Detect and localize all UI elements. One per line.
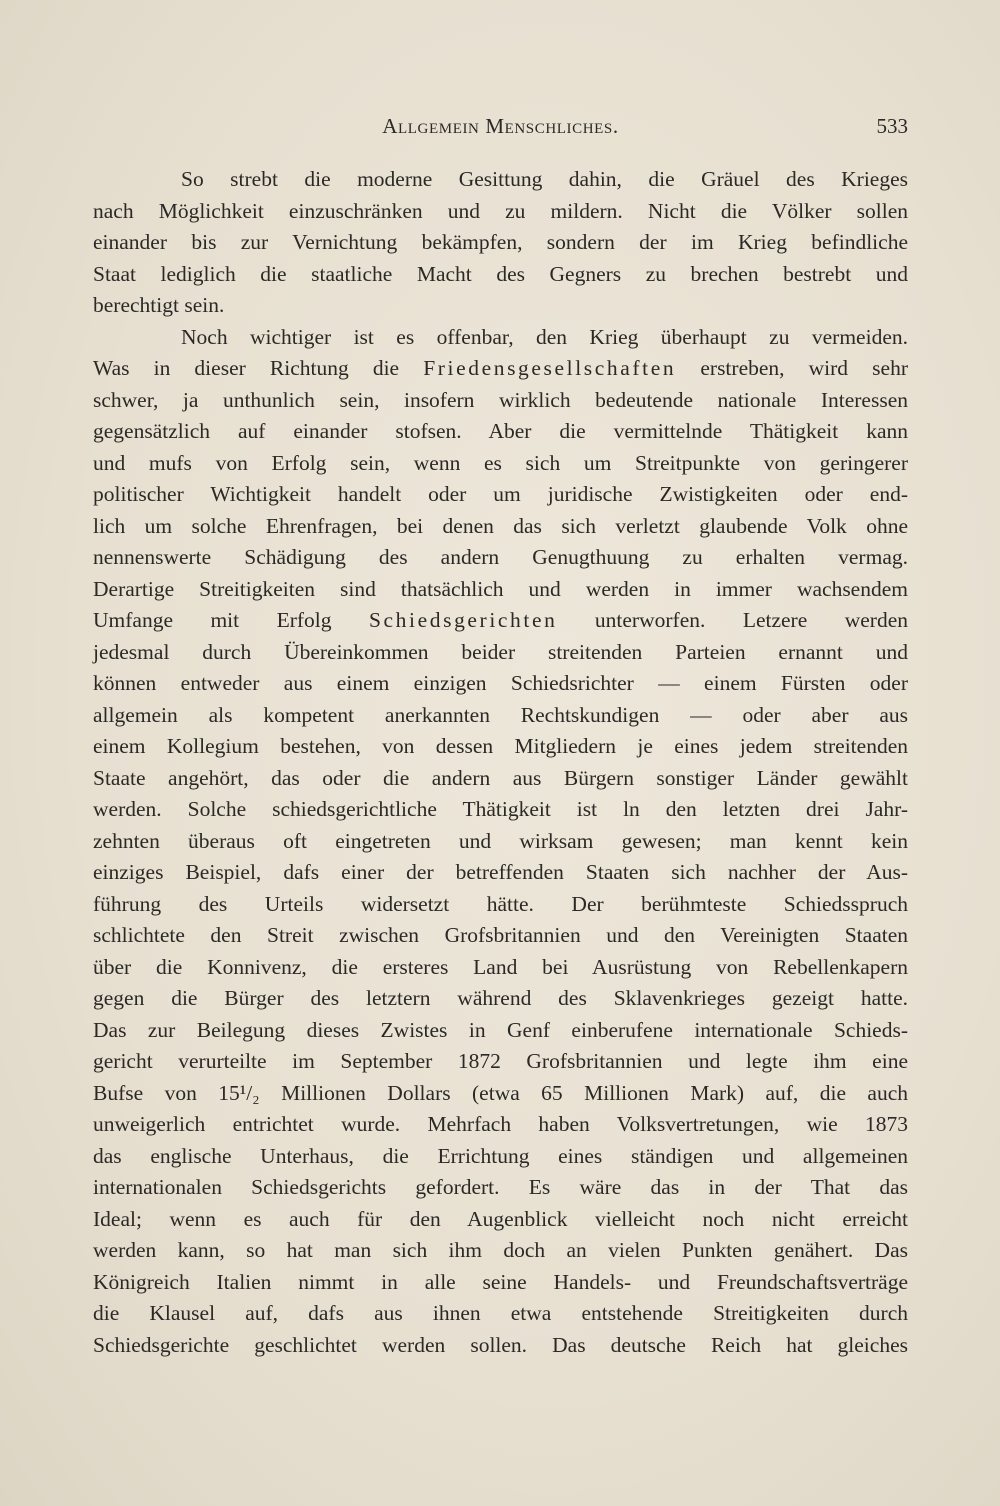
text-line: werden. Solche schiedsgerichtliche Thätigkeit ist ln den letzten drei Jahr- <box>93 797 908 821</box>
text-line: unweigerlich entrichtet wurde. Mehrfach haben Volksvertretungen, wie 1873 <box>93 1112 908 1136</box>
text-segment: Was in dieser Richtung die <box>93 356 424 380</box>
text-line: gegen die Bürger des letztern während des Sklavenkrieges gezeigt hatte. <box>93 986 908 1010</box>
text-line: Bufse von 15¹/₂ Millionen Dollars (etwa 65 Millionen Mark) auf, die auch <box>93 1080 908 1105</box>
text-line: schlichtete den Streit zwischen Grofsbritannien und den Vereinigten Staaten <box>93 923 908 947</box>
text-line: einem Kollegium bestehen, von dessen Mitgliedern je eines jedem streitenden <box>93 734 908 758</box>
text-segment: Umfange mit Erfolg <box>93 608 369 632</box>
text-line: einander bis zur Vernichtung bekämpfen, sondern der im Krieg befindliche <box>93 230 908 254</box>
text-line: werden kann, so hat man sich ihm doch an vielen Punkten genähert. Das <box>93 1238 908 1262</box>
text-line: führung des Urteils widersetzt hätte. Der berühmteste Schiedsspruch <box>93 891 908 916</box>
page-number: 533 <box>876 114 908 138</box>
text-line: Schiedsgerichte geschlichtet werden sollen. Das deutsche Reich hat gleiches <box>93 1332 908 1357</box>
text-line <box>93 605 908 637</box>
text-line: jedesmal durch Übereinkommen beider streitenden Parteien ernannt und <box>93 639 908 664</box>
text-line: gericht verurteilte im September 1872 Grofsbritannien und legte ihm eine <box>93 1049 908 1073</box>
text-line: Das zur Beilegung dieses Zwistes in Genf einberufene internationale Schieds- <box>93 1017 908 1042</box>
text-line: die Klausel auf, dafs aus ihnen etwa entstehende Streitigkeiten durch <box>93 1301 908 1325</box>
text-line: berechtigt sein. <box>93 293 225 317</box>
text-line: zehnten überaus oft eingetreten und wirksam gewesen; man kennt kein <box>93 828 908 853</box>
text-line: nach Möglichkeit einzuschränken und zu mildern. Nicht die Völker sollen <box>93 198 908 223</box>
text-line: Noch wichtiger ist es offenbar, den Krieg überhaupt zu vermeiden. <box>181 324 908 349</box>
body-text <box>93 164 908 1361</box>
text-line: das englische Unterhaus, die Errichtung eines ständigen und allgemeinen <box>93 1143 908 1168</box>
text-line: Königreich Italien nimmt in alle seine Handels- und Freundschaftsverträge <box>93 1269 908 1294</box>
text-line <box>93 353 908 385</box>
text-line: über die Konnivenz, die ersteres Land bei Ausrüstung von Rebellenkapern <box>93 954 908 979</box>
text-line: politischer Wichtigkeit handelt oder um juridische Zwistigkeiten oder end- <box>93 482 908 506</box>
text-line: lich um solche Ehrenfragen, bei denen das sich verletzt glaubende Volk ohne <box>93 513 908 538</box>
text-line: einziges Beispiel, dafs einer der betreffenden Staaten sich nachher der Aus- <box>93 860 908 884</box>
running-title: Allgemein Menschliches. <box>382 114 619 138</box>
text-line: Derartige Streitigkeiten sind thatsächlich und werden in immer wachsendem <box>93 576 908 601</box>
emphasized-term: Schiedsgerichten <box>368 608 558 632</box>
text-segment: unterworfen. Letzere werden <box>557 608 908 632</box>
text-line: So strebt die moderne Gesittung dahin, die Gräuel des Krieges <box>181 167 908 191</box>
text-line: Staat lediglich die staatliche Macht des Gegners zu brechen bestrebt und <box>93 261 908 286</box>
text-line: und mufs von Erfolg sein, wenn es sich um Streitpunkte von geringerer <box>93 450 908 475</box>
text-line: internationalen Schiedsgerichts gefordert. Es wäre das in der That das <box>93 1175 908 1199</box>
text-line: können entweder aus einem einzigen Schiedsrichter — einem Fürsten oder <box>93 671 908 695</box>
text-line: gegensätzlich auf einander stofsen. Aber die vermittelnde Thätigkeit kann <box>93 419 908 443</box>
emphasized-term: Friedensgesellschaften <box>423 356 677 380</box>
text-line: Staate angehört, das oder die andern aus Bürgern sonstiger Länder gewählt <box>93 765 908 790</box>
text-line: allgemein als kompetent anerkannten Rechtskundigen — oder aber aus <box>93 702 908 727</box>
text-line: Ideal; wenn es auch für den Augenblick vielleicht noch nicht erreicht <box>93 1206 908 1231</box>
text-line: nennenswerte Schädigung des andern Genugthuung zu erhalten vermag. <box>93 545 908 569</box>
text-line: schwer, ja unthunlich sein, insofern wirklich bedeutende nationale Interessen <box>93 387 908 412</box>
text-segment: erstreben, wird sehr <box>676 356 908 380</box>
page-header <box>93 114 908 144</box>
